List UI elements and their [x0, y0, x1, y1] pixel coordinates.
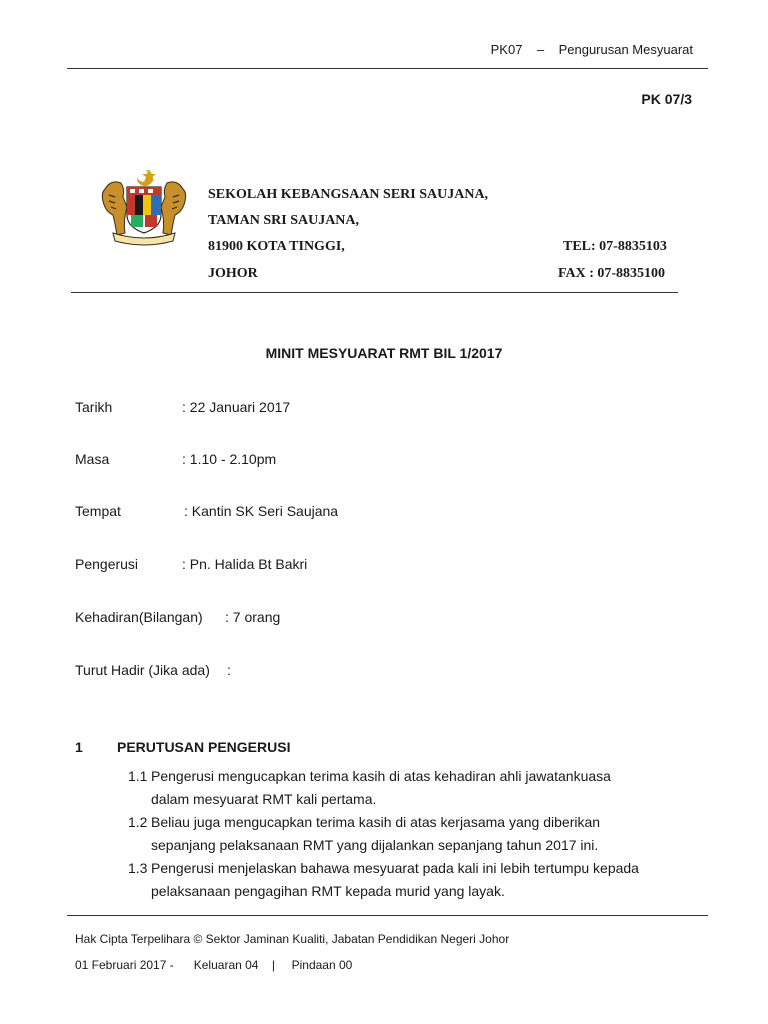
item-text-line1: Pengerusi mengucapkan terima kasih di atas kehadiran ahli jawatankuasa: [151, 768, 611, 784]
footer-divider: [67, 915, 708, 916]
document-code: PK 07/3: [641, 91, 692, 107]
footer-release: Keluaran 04: [193, 958, 259, 972]
footer-revision: Pindaan 00: [291, 958, 353, 972]
coat-of-arms-icon: [97, 167, 191, 247]
item-text-line1: Beliau juga mengucapkan terima kasih di atas kerjasama yang diberikan: [151, 814, 601, 830]
field-date-label: Tarikh: [75, 399, 113, 415]
field-date-value: : 22 Januari 2017: [182, 399, 291, 415]
item-text-line2: dalam mesyuarat RMT kali pertama.: [151, 791, 377, 807]
address-line-2: 81900 KOTA TINGGI,: [208, 239, 345, 254]
item-number: 1.3: [128, 860, 148, 876]
telephone: TEL: 07-8835103: [563, 239, 667, 254]
item-number: 1.1: [128, 768, 148, 784]
address-line-1: TAMAN SRI SAUJANA,: [208, 213, 360, 228]
footer-separator: |: [271, 958, 275, 972]
field-chair-value: : Pn. Halida Bt Bakri: [182, 556, 308, 572]
list-item: [128, 857, 656, 903]
field-time-value: : 1.10 - 2.10pm: [182, 451, 277, 467]
school-name: SEKOLAH KEBANGSAAN SERI SAUJANA,: [208, 187, 489, 202]
fax-number: FAX : 07-8835100: [558, 266, 666, 281]
field-venue-label: Tempat: [75, 503, 121, 519]
item-text-line1: Pengerusi menjelaskan bahawa mesyuarat pada kali ini lebih tertumpu kepada: [151, 860, 639, 876]
header-dash: –: [536, 42, 545, 57]
footer-version: [75, 958, 352, 972]
field-attendance-value: : 7 orang: [225, 609, 281, 625]
footer-date: 01 Februari 2017 -: [75, 958, 174, 972]
field-time-label: Masa: [75, 451, 110, 467]
field-attendance-label: Kehadiran(Bilangan): [75, 609, 203, 625]
field-venue-value: : Kantin SK Seri Saujana: [184, 503, 339, 519]
letterhead-divider: [71, 292, 678, 293]
field-also-present-label: Turut Hadir (Jika ada): [75, 662, 210, 678]
running-header: [491, 42, 693, 57]
address-state: JOHOR: [208, 266, 258, 281]
list-item: [128, 765, 656, 811]
item-text-line2: sepanjang pelaksanaan RMT yang dijalankan sepanjang tahun 2017 ini.: [151, 837, 599, 853]
minutes-title: MINIT MESYUARAT RMT BIL 1/2017: [265, 345, 503, 361]
section-title: PERUTUSAN PENGERUSI: [117, 739, 291, 755]
list-item: [128, 811, 656, 857]
header-process: Pengurusan Mesyuarat: [558, 42, 693, 57]
item-text-line2: pelaksanaan pengagihan RMT kepada murid yang layak.: [151, 883, 505, 899]
field-chair-label: Pengerusi: [75, 556, 139, 572]
item-number: 1.2: [128, 814, 148, 830]
header-code: PK07: [490, 42, 523, 57]
section-number: 1: [75, 739, 83, 755]
footer-copyright: Hak Cipta Terpelihara © Sektor Jaminan Kualiti, Jabatan Pendidikan Negeri Johor: [75, 932, 510, 946]
field-also-present-value: :: [227, 662, 231, 678]
header-divider: [67, 68, 708, 69]
